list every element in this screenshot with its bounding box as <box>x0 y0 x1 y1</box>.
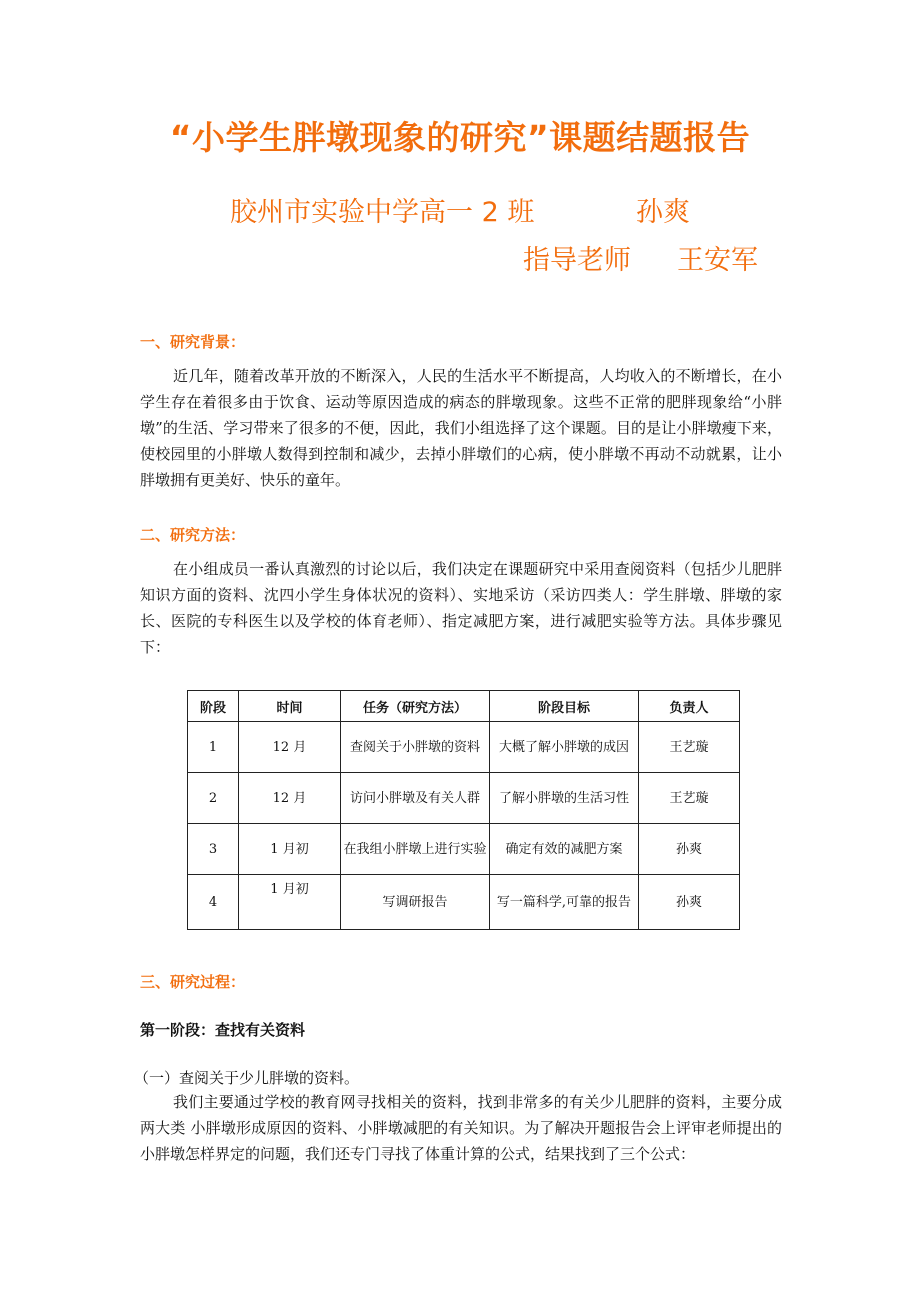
table-cell: 王艺璇 <box>639 773 740 824</box>
section-heading-process: 三、研究过程： <box>140 973 246 991</box>
advisor-name: 王安军 <box>677 245 758 276</box>
table-row <box>188 824 740 875</box>
advisor-label: 指导老师 <box>523 245 631 276</box>
section-heading-background: 一、研究背景： <box>140 333 246 351</box>
table-cell: 查阅关于小胖墩的资料 <box>341 722 490 773</box>
advisor-line <box>523 238 758 277</box>
table-cell: 2 <box>188 773 239 824</box>
author-school: 胶州市实验中学高一 2 班 <box>230 197 535 228</box>
table-cell: 王艺璇 <box>639 722 740 773</box>
stage-heading: 第一阶段：查找有关资料 <box>140 1021 306 1039</box>
table-cell: 访问小胖墩及有关人群 <box>341 773 490 824</box>
table-cell: 1 <box>188 722 239 773</box>
table-cell: 在我组小胖墩上进行实验 <box>341 824 490 875</box>
table-cell: 写调研报告 <box>341 875 490 930</box>
table-cell: 写一篇科学,可靠的报告 <box>490 875 639 930</box>
table-header-cell: 时间 <box>239 691 341 722</box>
section-heading-method: 二、研究方法： <box>140 526 246 544</box>
table-cell: 1 月初 <box>239 875 341 930</box>
report-title: “小学生胖墩现象的研究”课题结题报告 <box>169 118 751 157</box>
table-header-cell: 任务（研究方法） <box>341 691 490 722</box>
table-header-row <box>188 691 740 722</box>
table-row <box>188 773 740 824</box>
table-cell: 12 月 <box>239 722 341 773</box>
table-row <box>188 875 740 930</box>
table-cell: 了解小胖墩的生活习性 <box>490 773 639 824</box>
background-paragraph: 近几年，随着改革开放的不断深入，人民的生活水平不断提高，人均收入的不断增长，在小学生存在着很多由于饮食、运动等原因造成的病态的胖墩现象。这些不正常的肥胖现象给“小胖墩”的生活、学习带来了很多的不便，因此，我们小组选择了这个课题。目的是让小胖墩瘦下来，使校园里的小胖墩人数得到控制和减少，去掉小胖墩们的心病，使小胖墩不再动不动就累，让小胖墩拥有更美好、快乐的童年。 <box>140 367 782 489</box>
process-paragraph: 我们主要通过学校的教育网寻找相关的资料，找到非常多的有关少儿肥胖的资料，主要分成两大类 小胖墩形成原因的资料、小胖墩减肥的有关知识。为了解决开题报告会上评审老师提出的小胖墩怎样界定的问题，我们还专门寻找了体重计算的公式，结果找到了三个公式： <box>140 1093 782 1163</box>
table-cell: 4 <box>188 875 239 930</box>
table-header-cell: 阶段 <box>188 691 239 722</box>
table-cell: 孙爽 <box>639 875 740 930</box>
table-cell: 1 月初 <box>239 824 341 875</box>
table-cell: 确定有效的减肥方案 <box>490 824 639 875</box>
table-cell: 孙爽 <box>639 824 740 875</box>
sub-heading: （一）查阅关于少儿胖墩的资料。 <box>134 1069 360 1087</box>
author-line <box>230 190 690 229</box>
method-paragraph: 在小组成员一番认真激烈的讨论以后，我们决定在课题研究中采用查阅资料（包括少儿肥胖知识方面的资料、沈四小学生身体状况的资料）、实地采访（采访四类人：学生胖墩、胖墩的家长、医院的专科医生以及学校的体育老师）、指定减肥方案，进行减肥实验等方法。具体步骤见下： <box>140 560 782 656</box>
table-header-cell: 阶段目标 <box>490 691 639 722</box>
table-cell: 大概了解小胖墩的成因 <box>490 722 639 773</box>
table-header-cell: 负责人 <box>639 691 740 722</box>
table-cell: 3 <box>188 824 239 875</box>
schedule-table <box>187 690 740 930</box>
author-name: 孙爽 <box>636 197 690 228</box>
table-row <box>188 722 740 773</box>
table-cell: 12 月 <box>239 773 341 824</box>
